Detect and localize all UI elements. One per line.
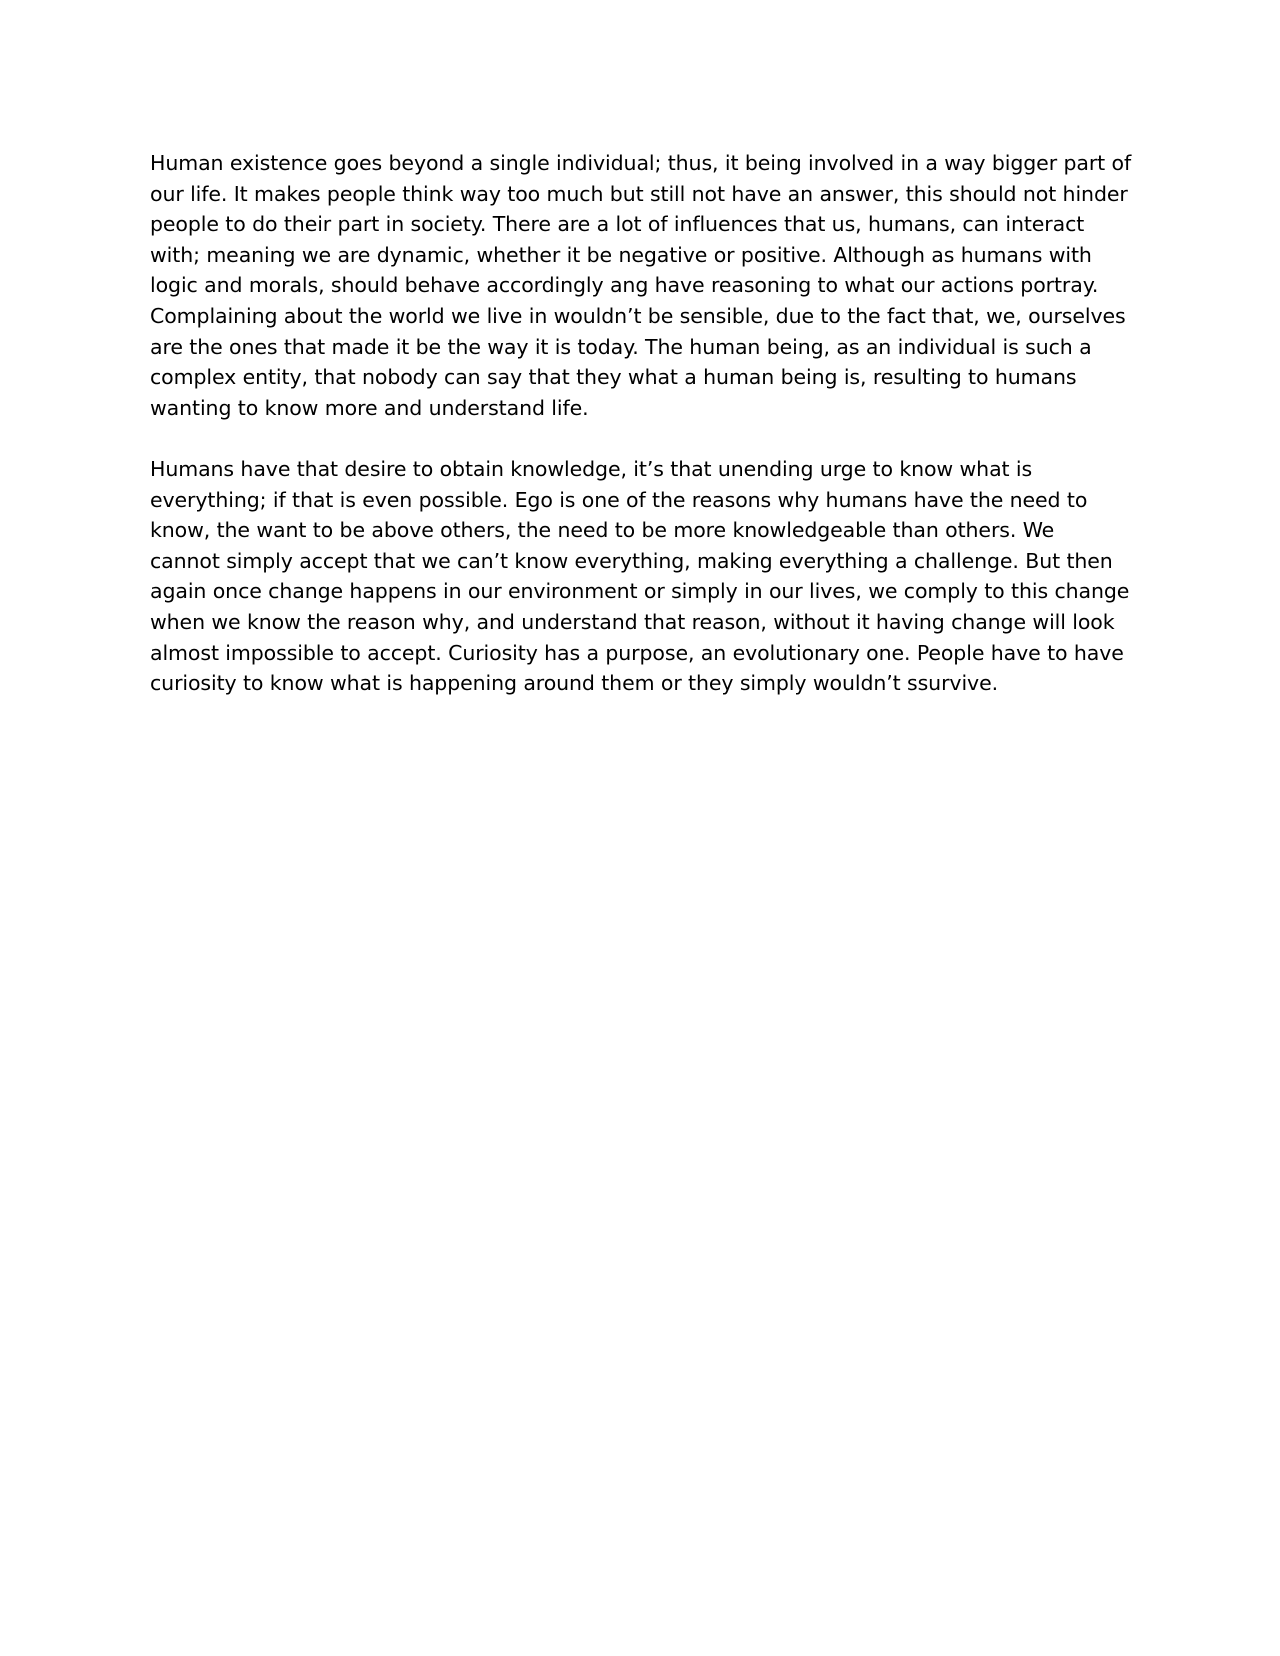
paragraph-line: logic and morals, should behave accordingly ang have reasoning to what our actions portray. [150, 273, 1099, 298]
paragraph-line: people to do their part in society. There are a lot of influences that us, humans, can interact [150, 212, 1085, 237]
paragraph-line: are the ones that made it be the way it is today. The human being, as an individual is such a [150, 334, 1092, 359]
paragraph-line: cannot simply accept that we can’t know everything, making everything a challenge. But then [150, 548, 1113, 573]
paragraph-spacer [150, 423, 1135, 454]
paragraph-line: curiosity to know what is happening around them or they simply wouldn’t ssurvive. [150, 671, 998, 696]
document-body [150, 148, 1135, 699]
paragraph-2 [150, 454, 1135, 699]
paragraph-line: our life. It makes people think way too much but still not have an answer, this should not hinder [150, 181, 1128, 206]
paragraph-line: when we know the reason why, and understand that reason, without it having change will look [150, 609, 1115, 634]
paragraph-line: with; meaning we are dynamic, whether it be negative or positive. Although as humans with [150, 242, 1092, 267]
paragraph-line: complex entity, that nobody can say that they what a human being is, resulting to humans [150, 365, 1077, 390]
paragraph-line: wanting to know more and understand life. [150, 395, 589, 420]
paragraph-line: everything; if that is even possible. Ego is one of the reasons why humans have the need to [150, 487, 1088, 512]
paragraph-line: Complaining about the world we live in wouldn’t be sensible, due to the fact that, we, ourselves [150, 303, 1126, 328]
paragraph-1 [150, 148, 1135, 423]
paragraph-line: Human existence goes beyond a single individual; thus, it being involved in a way bigger part of [150, 151, 1132, 175]
paragraph-line: know, the want to be above others, the need to be more knowledgeable than others. We [150, 518, 1055, 543]
paragraph-line: almost impossible to accept. Curiosity has a purpose, an evolutionary one. People have to have [150, 640, 1124, 665]
paragraph-line: again once change happens in our environment or simply in our lives, we comply to this change [150, 579, 1130, 604]
paragraph-line: Humans have that desire to obtain knowledge, it’s that unending urge to know what is [150, 456, 1033, 481]
